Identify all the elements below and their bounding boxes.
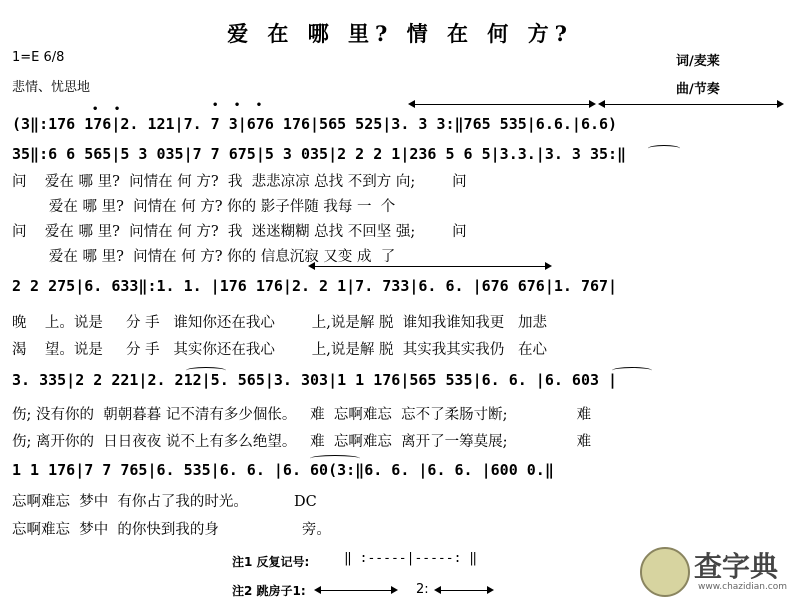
octave-dots: • • • <box>212 100 269 111</box>
footnote-jump-label: 注2 跳房子1: <box>232 584 306 598</box>
jump-arrow <box>318 590 394 591</box>
composer-credit: 曲/节奏 <box>676 82 720 97</box>
repeat-bracket-arrow <box>312 266 548 267</box>
lyric-line: 伤; 离开你的 日日夜夜 说不上有多么绝望。 难 忘啊难忘 离开了一筹莫展; 难 <box>12 434 592 450</box>
notation-row: (3‖:176 176|2. 121|7. 7 3|676 176|565 525|3. 3 3:‖765 535|6.6.|6.6) <box>12 115 618 133</box>
footnote-repeat-sign: ‖ :-----|-----: ‖ <box>344 551 478 566</box>
lyric-line: 忘啊难忘 梦中 的你快到我的身 旁。 <box>12 522 331 538</box>
lyric-line: 问 爱在 哪 里? 问情在 何 方? 我 迷迷糊糊 总找 不回坚 强; 问 <box>12 224 467 240</box>
lyric-line: 爱在 哪 里? 问情在 何 方? 你的 影子伴随 我每 一 个 <box>12 199 396 215</box>
logo-url: www.chazidian.com <box>698 582 788 592</box>
jump-arrow <box>438 590 490 591</box>
lyric-line: 爱在 哪 里? 问情在 何 方? 你的 信息沉寂 又变 成 了 <box>12 249 396 265</box>
repeat-bracket-arrow <box>602 104 780 105</box>
lyric-line: 问 爱在 哪 里? 问情在 何 方? 我 悲悲凉凉 总找 不到方 向; 问 <box>12 174 467 190</box>
logo-wordmark: 查字典 <box>694 550 779 583</box>
repeat-bracket-arrow <box>412 104 592 105</box>
lyric-line: 晚 上。说是 分 手 谁知你还在我心 上,说是解 脱 谁知我谁知我更 加悲 <box>12 315 548 331</box>
lyric-line: 忘啊难忘 梦中 有你占了我的时光。 DC <box>12 494 317 510</box>
song-title: 爱 在 哪 里? 情 在 何 方? <box>227 21 573 46</box>
footnote-repeat-label: 注1 反复记号: <box>232 555 310 569</box>
footnote-jump-sign: 2: <box>416 582 429 597</box>
notation-row: 2 2 275|6. 633‖:1. 1. |176 176|2. 2 1|7. 733|6. 6. |676 676|1. 767| <box>12 277 618 295</box>
notation-row: 3. 335|2 2 221|2. 212|5. 565|3. 303|1 1 176|565 535|6. 6. |6. 603 | <box>12 371 618 389</box>
key-signature: 1=E 6/8 <box>12 50 65 65</box>
lyric-line: 渴 望。说是 分 手 其实你还在我心 上,说是解 脱 其实我其实我仍 在心 <box>12 342 548 358</box>
mood-marking: 悲情、忧思地 <box>12 80 91 95</box>
notation-row: 1 1 176|7 7 765|6. 535|6. 6. |6. 60(3:‖6. 6. |6. 6. |600 0.‖ <box>12 461 554 479</box>
site-logo <box>638 541 788 603</box>
octave-dots: • • <box>92 104 127 115</box>
notation-row: 35‖:6 6 565|5 3 035|7 7 675|5 3 035|2 2 2 1|236 5 6 5|3.3.|3. 3 35:‖ <box>12 145 627 163</box>
scholar-mascot-icon <box>640 547 690 597</box>
lyricist-credit: 词/麦莱 <box>676 54 720 69</box>
lyric-line: 伤; 没有你的 朝朝暮暮 记不清有多少個伥。 难 忘啊难忘 忘不了柔肠寸断; 难 <box>12 407 592 423</box>
slur <box>612 367 652 374</box>
slur <box>648 145 680 152</box>
